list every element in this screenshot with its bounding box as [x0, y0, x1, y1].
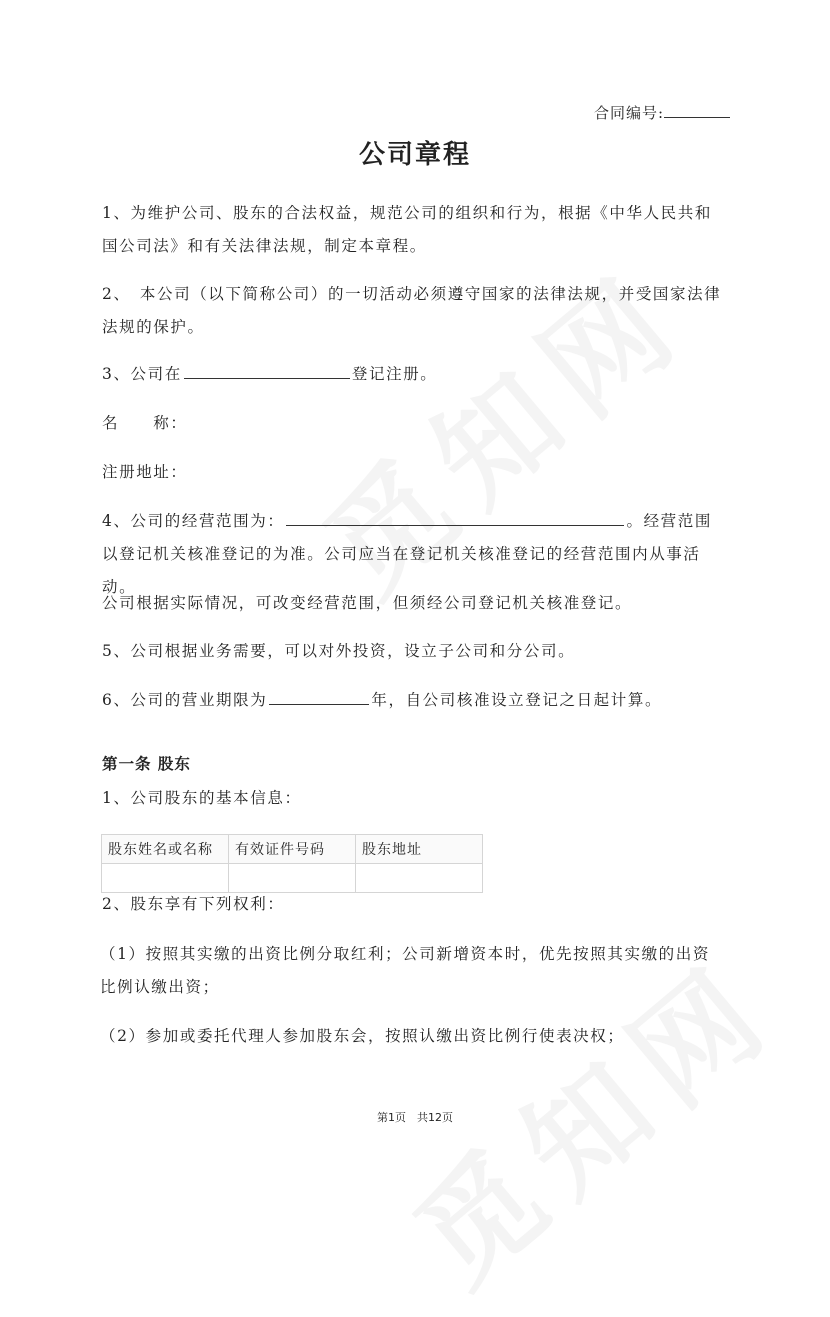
- article-6-prefix: 6、公司的营业期限为: [102, 691, 268, 709]
- shareholder-table: [101, 834, 483, 893]
- article-2: 2、 本公司（以下简称公司）的一切活动必须遵守国家的法律法规，并受国家法律法规的保护。: [102, 285, 722, 336]
- business-term-blank: [269, 689, 369, 705]
- table-header-cell: 股东姓名或名称: [102, 835, 229, 864]
- article-6: [102, 684, 724, 717]
- shareholder-rights-heading: 2、股东享有下列权利：: [102, 895, 285, 913]
- right-item-1: （1）按照其实缴的出资比例分取红利；公司新增资本时，优先按照其实缴的出资比例认缴出资；: [100, 945, 710, 996]
- page-footer: 第1页 共12页: [377, 1111, 453, 1124]
- company-name-label: 名 称：: [102, 414, 188, 432]
- section-heading-shareholders: 第一条 股东: [102, 755, 191, 773]
- article-1: 1、为维护公司、股东的合法权益，规范公司的组织和行为，根据《中华人民共和国公司法》和有关法律法规，制定本章程。: [102, 204, 712, 255]
- article-4-prefix: 4、公司的经营范围为：: [102, 512, 285, 530]
- contract-number: [594, 102, 730, 123]
- contract-number-blank: [664, 103, 730, 118]
- article-3: [102, 358, 724, 391]
- article-6-suffix: 年，自公司核准设立登记之日起计算。: [371, 691, 663, 709]
- page-title: 公司章程: [358, 140, 471, 170]
- right-item-2: （2）参加或委托代理人参加股东会，按照认缴出资比例行使表决权；: [100, 1027, 625, 1045]
- article-4-note: 公司根据实际情况，可改变经营范围，但须经公司登记机关核准登记。: [102, 594, 633, 612]
- contract-number-label: 合同编号:: [593, 104, 664, 122]
- article-3-prefix: 3、公司在: [102, 365, 182, 383]
- registration-place-blank: [184, 363, 350, 379]
- table-header-cell: 股东地址: [356, 835, 483, 864]
- table-header-cell: 有效证件号码: [229, 835, 356, 864]
- article-3-suffix: 登记注册。: [351, 365, 438, 383]
- shareholder-info-heading: 1、公司股东的基本信息：: [102, 789, 302, 807]
- table-header-row: [102, 835, 483, 864]
- business-scope-blank: [286, 510, 624, 526]
- registered-address-label: 注册地址：: [102, 463, 188, 481]
- article-4-suffix: 。经营范围以登记机关核准登记的为准。公司应当在登记机关核准登记的经营范围内从事活动。: [102, 512, 712, 596]
- article-5: 5、公司根据业务需要，可以对外投资，设立子公司和分公司。: [102, 642, 576, 660]
